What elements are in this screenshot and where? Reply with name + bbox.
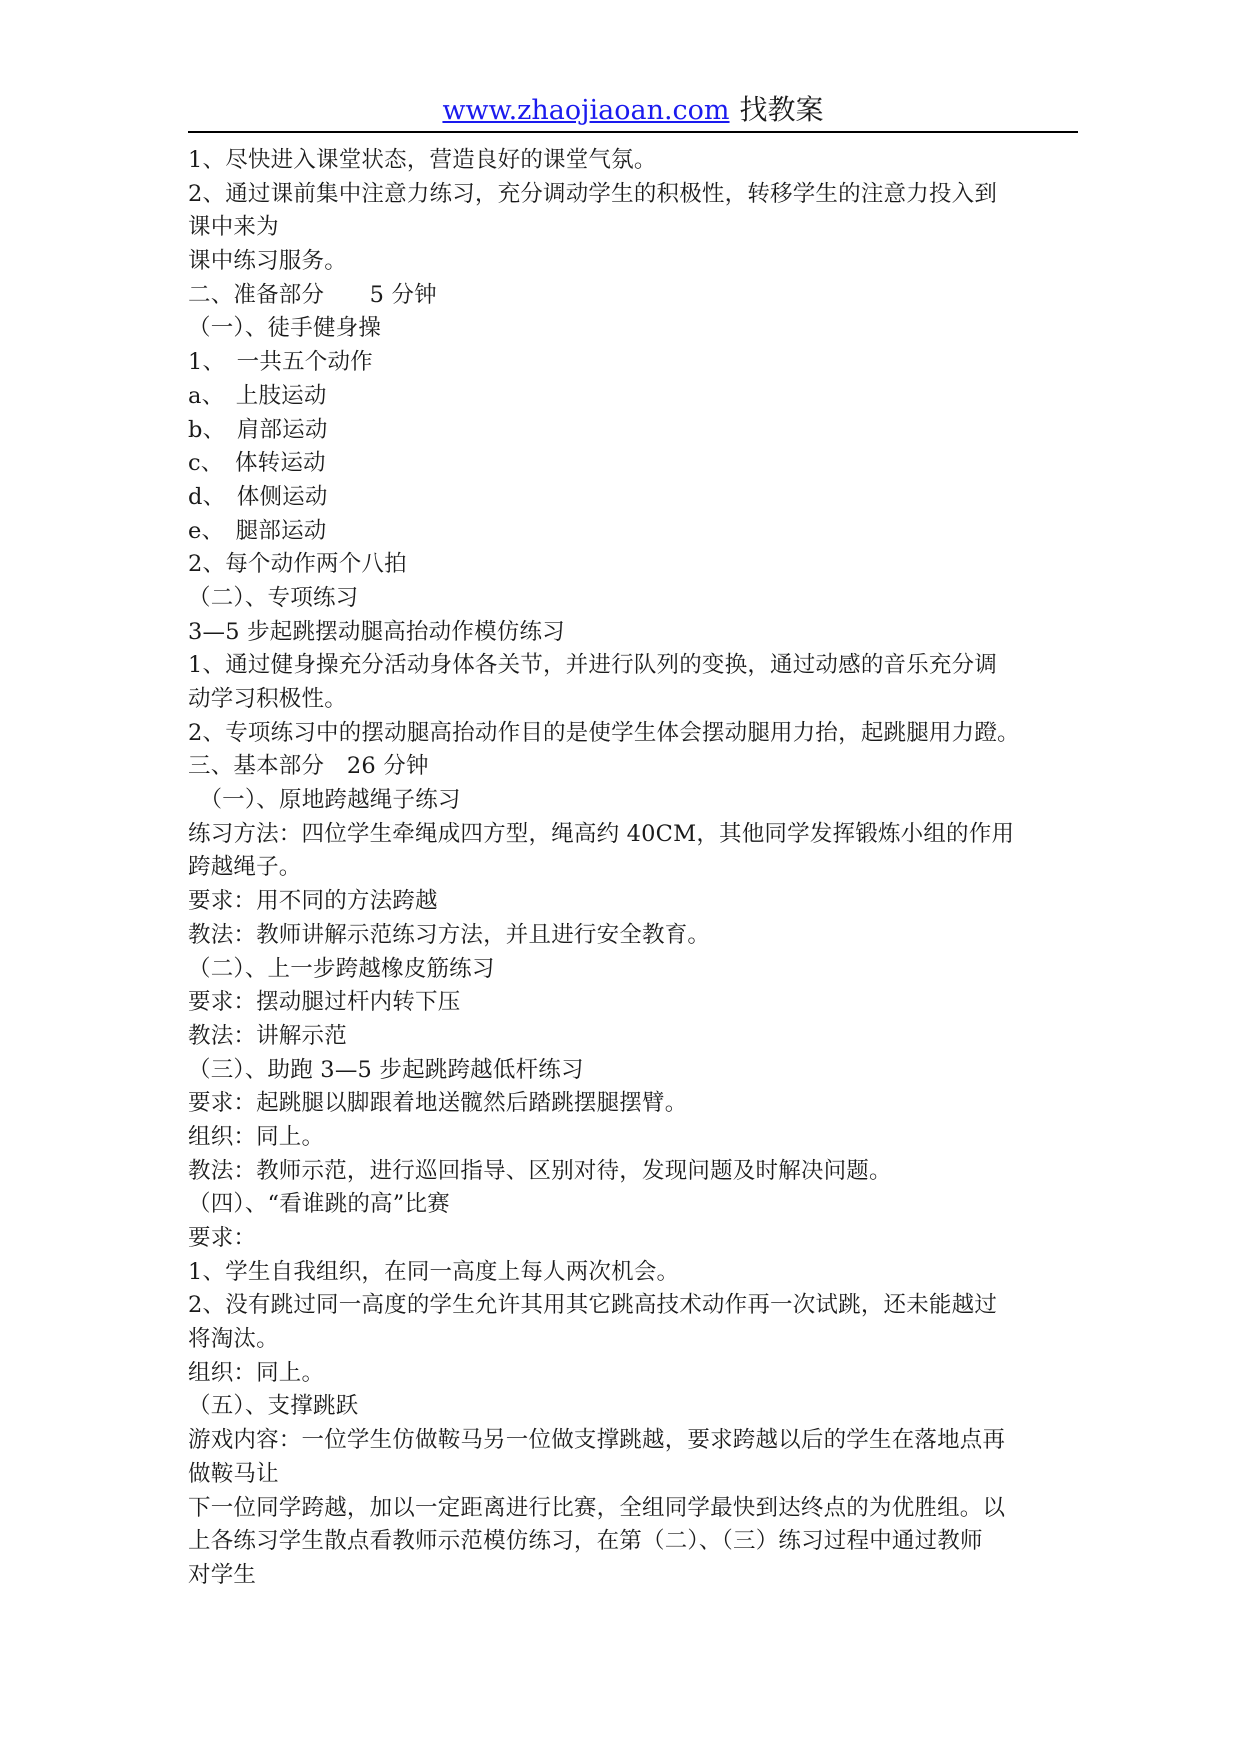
subsection-heading: （一）、徒手健身操 (188, 315, 382, 342)
text-line: 2、每个动作两个八拍 (188, 551, 407, 578)
text-line: 游戏内容：一位学生仿做鞍马另一位做支撑跳越，要求跨越以后的学生在落地点再 (188, 1427, 1006, 1454)
text-line: 练习方法：四位学生牵绳成四方型，绳高约 40CM，其他同学发挥锻炼小组的作用 (188, 820, 1015, 847)
text-line: 课中练习服务。 (188, 248, 347, 275)
text-line: 教法：教师示范，进行巡回指导、区别对待，发现问题及时解决问题。 (188, 1157, 892, 1184)
text-line: 对学生 (188, 1561, 257, 1588)
subsection-heading: （二）、专项练习 (188, 584, 359, 611)
list-item: d、 体侧运动 (188, 483, 328, 510)
text-line: 1、 一共五个动作 (188, 349, 373, 376)
list-item: a、 上肢运动 (188, 382, 327, 409)
subsection-heading: （一）、原地跨越绳子练习 (188, 787, 461, 814)
text-line: 教法：教师讲解示范练习方法，并且进行安全教育。 (188, 921, 711, 948)
text-line: 1、学生自我组织，在同一高度上每人两次机会。 (188, 1258, 680, 1285)
page-header (188, 88, 1078, 132)
text-line: 上各练习学生散点看教师示范模仿练习，在第（二）、（三）练习过程中通过教师 (188, 1528, 983, 1555)
site-url-link[interactable]: www.zhaojiaoan.com (442, 95, 730, 126)
text-line: 要求：摆动腿过杆内转下压 (188, 989, 461, 1016)
text-line: 组织：同上。 (188, 1123, 325, 1150)
list-item: c、 体转运动 (188, 450, 326, 477)
section-heading: 二、准备部分 5 分钟 (188, 281, 437, 308)
text-line: 1、通过健身操充分活动身体各关节，并进行队列的变换，通过动感的音乐充分调 (188, 652, 998, 679)
text-line: 2、没有跳过同一高度的学生允许其用其它跳高技术动作再一次试跳，还未能越过 (188, 1292, 998, 1319)
text-line: 动学习积极性。 (188, 686, 347, 712)
document-body (188, 144, 1078, 1593)
text-line: 下一位同学跨越，加以一定距离进行比赛，全组同学最快到达终点的为优胜组。以 (188, 1494, 1006, 1521)
text-line: 要求：用不同的方法跨越 (188, 888, 438, 915)
list-item: b、 肩部运动 (188, 416, 328, 443)
text-line: 教法：讲解示范 (188, 1022, 347, 1049)
site-name: 找教案 (739, 93, 824, 126)
text-line: 1、尽快进入课堂状态，营造良好的课堂气氛。 (188, 147, 657, 173)
section-heading: 三、基本部分 26 分钟 (188, 753, 429, 780)
header-rule (188, 131, 1078, 133)
text-line: 课中来为 (188, 214, 279, 241)
text-line: 2、专项练习中的摆动腿高抬动作目的是使学生体会摆动腿用力抬，起跳腿用力蹬。 (188, 719, 1020, 746)
text-line: 2、通过课前集中注意力练习，充分调动学生的积极性，转移学生的注意力投入到 (188, 180, 998, 207)
text-line: 将淘汰。 (188, 1326, 279, 1353)
text-line: 要求：起跳腿以脚跟着地送髋然后踏跳摆腿摆臂。 (188, 1090, 688, 1117)
subsection-heading: （四）、“看谁跳的高”比赛 (188, 1191, 450, 1218)
text-line: 组织：同上。 (188, 1359, 325, 1386)
text-line: 3—5 步起跳摆动腿高抬动作模仿练习 (188, 618, 565, 645)
subsection-heading: （三）、助跑 3—5 步起跳跨越低杆练习 (188, 1056, 584, 1083)
text-line: 做鞍马让 (188, 1460, 279, 1487)
list-item: e、 腿部运动 (188, 517, 327, 544)
text-line: 跨越绳子。 (188, 854, 302, 881)
text-line: 要求： (188, 1225, 257, 1251)
subsection-heading: （五）、支撑跳跃 (188, 1393, 359, 1420)
subsection-heading: （二）、上一步跨越橡皮筋练习 (188, 955, 495, 982)
